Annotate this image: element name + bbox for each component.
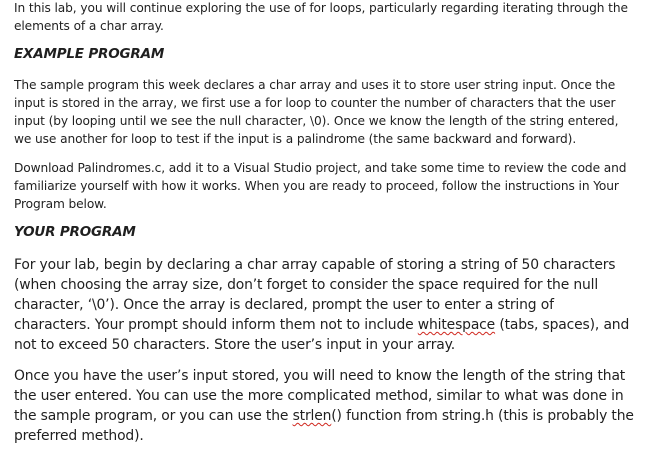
spellcheck-flagged-word[interactable]: strlen: [292, 408, 332, 424]
example-program-heading: EXAMPLE PROGRAM: [14, 46, 165, 62]
text-segment: Once you have the user’s input stored, you will need to know the length of the string that the user entered. You can use the more complicated method, similar to what was done in the sample program, or you can use the: [14, 368, 626, 424]
text-segment: () function from string.h (this is probably the preferred method).: [14, 408, 634, 444]
sample-program-paragraph: The sample program this week declares a char array and uses it to store user string input. Once the input is stored in the array, we first use a for loop to counter the number of characters that the user input (by looping until we see the null character, \0). Once we know the length of the string entered, we use another for loop to test if the input is a palindrome (the same backward and forward).: [14, 78, 619, 146]
string-length-paragraph: [14, 366, 634, 446]
download-paragraph: Download Palindromes.c, add it to a Visual Studio project, and take some time to review the code and familiarize yourself with how it works. When you are ready to proceed, follow the instructions in Your Program below.: [14, 161, 627, 211]
text-segment: For your lab, begin by declaring a char array capable of storing a string of 50 characters (when choosing the array size, don’t forget to consider the space required for the null character, ‘\0’). Once the array is declared, prompt the user to enter a string of characters. Your prompt should inform them not to include: [14, 257, 616, 333]
text-segment: (tabs, spaces), and not to exceed 50 characters. Store the user’s input in your array.: [14, 317, 630, 353]
your-program-paragraph: [14, 255, 634, 355]
intro-paragraph: In this lab, you will continue exploring the use of for loops, particularly regarding iterating through the elements of a char array.: [14, 1, 628, 33]
spellcheck-flagged-word[interactable]: whitespace: [417, 317, 496, 333]
your-program-heading: YOUR PROGRAM: [14, 224, 136, 240]
